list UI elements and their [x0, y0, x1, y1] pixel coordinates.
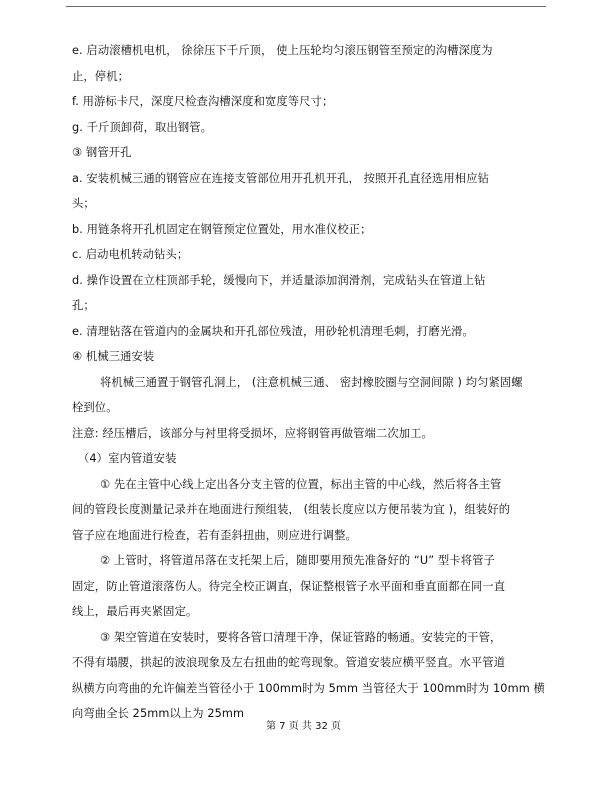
text-line: 将机械三通置于钢管孔洞上， (注意机械三通、 密封橡胶圈与空洞间隙 ) 均匀紧固螺 [100, 375, 523, 389]
text-line: 纵横方向弯曲的允许偏差当管径小于 100mm时为 5mm 当管径大于 100mm时为 10mm 横 [72, 681, 545, 695]
text-line: ② 上管时，将管道吊落在支托架上后，随即要用预先准备好的 “U” 型卡将管子 [100, 554, 495, 567]
text-line: 孔； [72, 299, 95, 312]
text-line: 线上，最后再夹紧固定。 [72, 605, 198, 618]
text-line: a. 安装机械三通的钢管应在连接支管部位用开孔机开孔， 按照开孔直径选用相应钻 [72, 171, 489, 185]
text-line: 间的管段长度测量记录并在地面进行预组装， (组装长度应以方便吊装为宜 )，组装好的 [72, 503, 511, 516]
header-rule [66, 6, 546, 7]
section-heading: （4）室内管道安装 [78, 452, 177, 465]
page-footer: 第 7 页 共 32 页 [266, 721, 341, 732]
document-body [72, 38, 544, 727]
text-line: 不得有塌腰，拱起的波浪现象及左右扭曲的蛇弯现象。管道安装应横平竖直。水平管道 [72, 656, 506, 669]
text-line: f. 用游标卡尺，深度尺检查沟槽深度和宽度等尺寸； [72, 95, 334, 108]
text-line: d. 操作设置在立柱顶部手轮，缓慢向下，并适量添加润滑剂，完成钻头在管道上钻 [72, 273, 486, 287]
section-heading: ③ 钢管开孔 [72, 146, 132, 159]
text-line: ③ 架空管道在安装时，要将各管口清理干净，保证管路的畅通。安装完的干管， [100, 630, 502, 644]
text-line: c. 启动电机转动钻头； [72, 248, 189, 261]
text-line: 向弯曲全长 25mm以上为 25mm [72, 707, 245, 720]
note-line: 注意: 经压槽后，该部分与衬里将受损坏，应将钢管再做管端二次加工。 [72, 426, 433, 440]
text-line: 止，停机； [72, 69, 129, 83]
text-line: 头； [72, 197, 95, 210]
text-line: 固定，防止管道滚落伤人。待完全校正调直，保证整根管子水平面和垂直面都在同一直 [72, 579, 506, 593]
text-line: 栓到位。 [72, 401, 118, 414]
text-line: 管子应在地面进行检查，若有歪斜扭曲，则应进行调整。 [72, 528, 357, 542]
text-line: e. 清理钻落在管道内的金属块和开孔部位残渣，用砂轮机清理毛刺，打磨光滑。 [72, 324, 474, 338]
text-line: g. 千斤顶卸荷，取出钢管。 [72, 120, 213, 134]
text-line: ① 先在主管中心线上定出各分支主管的位置，标出主管的中心线，然后将各主管 [100, 477, 502, 491]
text-line: e. 启动滚槽机电机， 徐徐压下千斤顶， 使上压轮均匀滚压钢管至预定的沟槽深度为 [72, 44, 493, 57]
text-line: b. 用链条将开孔机固定在钢管预定位置处，用水准仪校正； [72, 222, 372, 236]
section-heading: ④ 机械三通安装 [72, 350, 155, 363]
